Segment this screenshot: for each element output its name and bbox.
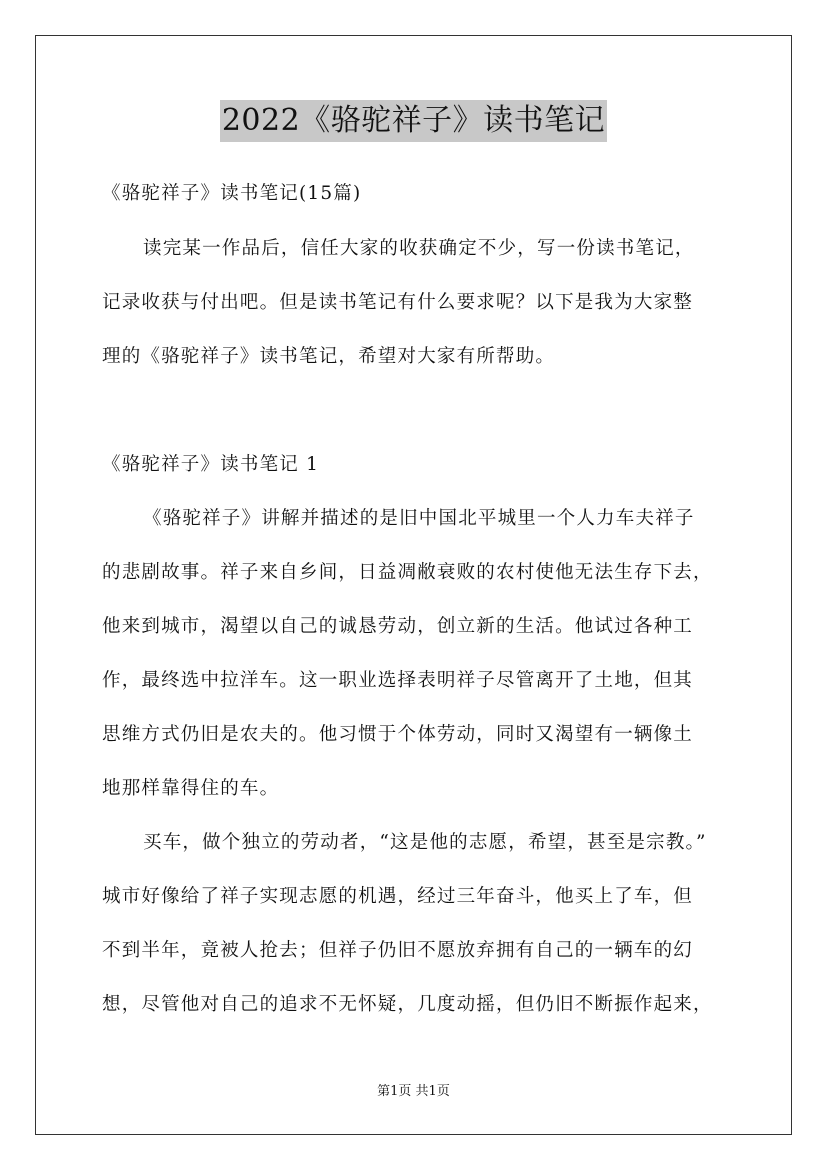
para1-line-3: 他来到城市，渴望以自己的诚恳劳动，创立新的生活。他试过各种工 — [102, 616, 694, 637]
document-title: 2022《骆驼祥子》读书笔记 — [220, 100, 607, 142]
title-container — [0, 100, 827, 142]
para1-line-6: 地那样靠得住的车。 — [102, 778, 280, 799]
page-footer: 第1页 共1页 — [377, 1084, 450, 1099]
para1-line-5: 思维方式仍旧是农夫的。他习惯于个体劳动，同时又渴望有一辆像土 — [102, 724, 694, 745]
para1-line-2: 的悲剧故事。祥子来自乡间，日益凋敝衰败的农村使他无法生存下去， — [102, 562, 713, 583]
para1-line-4: 作，最终选中拉洋车。这一职业选择表明祥子尽管离开了土地，但其 — [102, 670, 694, 691]
document-subtitle: 《骆驼祥子》读书笔记(15篇) — [102, 183, 362, 204]
intro-line-2: 记录收获与付出吧。但是读书笔记有什么要求呢？以下是我为大家整 — [102, 292, 694, 313]
para2-line-2: 城市好像给了祥子实现志愿的机遇，经过三年奋斗，他买上了车，但 — [102, 886, 694, 907]
section-heading: 《骆驼祥子》读书笔记 1 — [102, 454, 320, 475]
para2-line-3: 不到半年，竟被人抢去；但祥子仍旧不愿放弃拥有自己的一辆车的幻 — [102, 940, 694, 961]
para1-line-1: 《骆驼祥子》讲解并描述的是旧中国北平城里一个人力车夫祥子 — [143, 508, 695, 529]
intro-line-3: 理的《骆驼祥子》读书笔记，希望对大家有所帮助。 — [102, 346, 556, 367]
intro-line-1: 读完某一作品后，信任大家的收获确定不少，写一份读书笔记， — [143, 238, 695, 259]
para2-line-1: 买车，做个独立的劳动者，“这是他的志愿，希望，甚至是宗教。” — [143, 832, 707, 853]
para2-line-4: 想，尽管他对自己的追求不无怀疑，几度动摇，但仍旧不断振作起来， — [102, 994, 713, 1015]
